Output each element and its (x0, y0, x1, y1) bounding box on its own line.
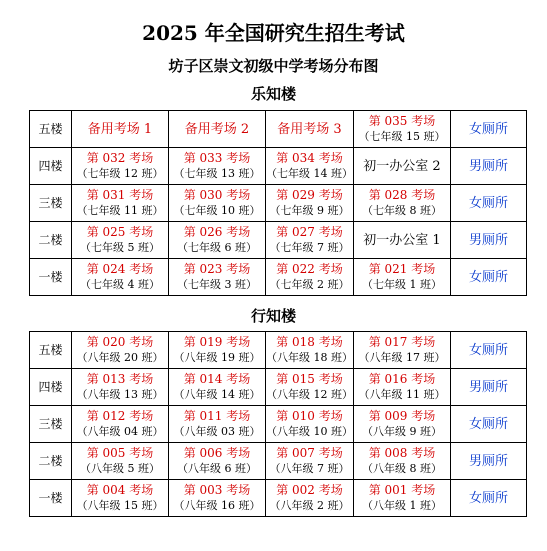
class-name: （八年级 20 班） (76, 351, 164, 364)
class-name: （八年级 14 班） (173, 388, 261, 401)
class-name: （七年级 13 班） (173, 167, 261, 180)
building-name-lezhi: 乐知楼 (250, 85, 296, 103)
exam-room-cell (354, 480, 451, 517)
exam-room-number: 第 003 考场 (183, 483, 251, 497)
exam-room-number: 第 024 考场 (86, 262, 154, 276)
floor-label: 一楼 (30, 480, 72, 517)
class-name: （七年级 10 班） (173, 204, 261, 217)
class-name: （八年级 04 班） (76, 425, 164, 438)
office-cell (354, 222, 451, 259)
exam-room-number: 第 023 考场 (183, 262, 251, 276)
exam-room-cell (266, 406, 354, 443)
exam-room-cell (354, 185, 451, 222)
restroom-cell (451, 259, 527, 296)
exam-room-number: 第 035 考场 (368, 114, 436, 128)
exam-room-cell (72, 406, 169, 443)
class-name: （八年级 16 班） (173, 499, 261, 512)
class-name: （八年级 18 班） (266, 351, 353, 364)
exam-room-cell (266, 222, 354, 259)
floor-label: 一楼 (30, 259, 72, 296)
floor-row (30, 111, 527, 148)
exam-room-number: 第 012 考场 (86, 409, 154, 423)
exam-room-number: 第 028 考场 (368, 188, 436, 202)
exam-room-cell (266, 332, 354, 369)
spare-room-cell (169, 111, 266, 148)
exam-room-number: 第 002 考场 (276, 483, 343, 497)
exam-room-number: 第 029 考场 (276, 188, 343, 202)
class-name: （七年级 11 班） (76, 204, 164, 217)
exam-room-number: 第 017 考场 (368, 335, 436, 349)
floor-row (30, 406, 527, 443)
exam-room-number: 第 005 考场 (86, 446, 154, 460)
class-name: （八年级 9 班） (362, 425, 442, 438)
class-name: （八年级 8 班） (362, 462, 442, 475)
restroom-cell (451, 443, 527, 480)
restroom-cell (451, 369, 527, 406)
exam-room-cell (266, 443, 354, 480)
exam-room-number: 第 021 考场 (368, 262, 436, 276)
exam-room-number: 第 008 考场 (368, 446, 436, 460)
restroom-cell (451, 148, 527, 185)
exam-room-number: 第 011 考场 (183, 409, 251, 423)
exam-room-number: 第 027 考场 (276, 225, 343, 239)
xingzhi-floor-table (29, 331, 527, 517)
exam-room-number: 第 019 考场 (183, 335, 251, 349)
exam-room-number: 第 026 考场 (183, 225, 251, 239)
class-name: （八年级 10 班） (266, 425, 353, 438)
floor-row (30, 332, 527, 369)
exam-room-number: 第 009 考场 (368, 409, 436, 423)
floor-label: 二楼 (30, 443, 72, 480)
class-name: （七年级 12 班） (76, 167, 164, 180)
exam-room-cell (72, 443, 169, 480)
restroom-label: 男厕所 (468, 453, 508, 469)
exam-room-cell (72, 332, 169, 369)
restroom-label: 男厕所 (468, 379, 508, 395)
class-name: （八年级 03 班） (173, 425, 261, 438)
office-label: 初一办公室 2 (363, 158, 441, 174)
class-name: （七年级 2 班） (269, 278, 350, 291)
class-name: （八年级 7 班） (269, 462, 350, 475)
exam-room-cell (354, 111, 451, 148)
floor-label: 五楼 (30, 332, 72, 369)
class-name: （八年级 12 班） (266, 388, 353, 401)
restroom-label: 女厕所 (468, 416, 508, 432)
restroom-label: 女厕所 (468, 121, 508, 137)
exam-room-cell (72, 369, 169, 406)
class-name: （八年级 17 班） (358, 351, 446, 364)
floor-label: 三楼 (30, 406, 72, 443)
spare-room-label: 备用考场 2 (184, 121, 250, 137)
floor-row (30, 369, 527, 406)
class-name: （八年级 15 班） (76, 499, 164, 512)
restroom-cell (451, 111, 527, 148)
restroom-label: 男厕所 (468, 232, 508, 248)
exam-room-cell (72, 148, 169, 185)
exam-room-cell (72, 480, 169, 517)
class-name: （八年级 6 班） (177, 462, 257, 475)
exam-room-cell (354, 443, 451, 480)
exam-room-number: 第 032 考场 (86, 151, 154, 165)
class-name: （八年级 1 班） (362, 499, 442, 512)
office-cell (354, 148, 451, 185)
floor-row (30, 480, 527, 517)
exam-room-cell (169, 406, 266, 443)
page-title: 2025 年全国研究生招生考试 (142, 21, 405, 45)
exam-room-number: 第 018 考场 (276, 335, 343, 349)
exam-room-cell (354, 406, 451, 443)
lezhi-floor-table (29, 110, 527, 296)
class-name: （八年级 11 班） (358, 388, 446, 401)
exam-room-cell (266, 369, 354, 406)
restroom-cell (451, 222, 527, 259)
restroom-cell (451, 406, 527, 443)
exam-room-cell (169, 148, 266, 185)
exam-room-number: 第 007 考场 (276, 446, 343, 460)
floor-row (30, 222, 527, 259)
exam-room-number: 第 013 考场 (86, 372, 154, 386)
exam-room-cell (266, 480, 354, 517)
class-name: （七年级 7 班） (269, 241, 350, 254)
exam-room-number: 第 025 考场 (86, 225, 154, 239)
exam-room-cell (72, 185, 169, 222)
floor-row (30, 148, 527, 185)
exam-room-cell (169, 369, 266, 406)
class-name: （七年级 15 班） (358, 130, 446, 143)
exam-room-cell (169, 185, 266, 222)
restroom-label: 女厕所 (468, 269, 508, 285)
floor-row (30, 443, 527, 480)
floor-label: 五楼 (30, 111, 72, 148)
restroom-cell (451, 185, 527, 222)
exam-room-number: 第 033 考场 (183, 151, 251, 165)
exam-room-cell (72, 222, 169, 259)
class-name: （七年级 9 班） (269, 204, 350, 217)
exam-room-number: 第 030 考场 (183, 188, 251, 202)
spare-room-cell (72, 111, 169, 148)
exam-room-cell (169, 222, 266, 259)
exam-room-number: 第 010 考场 (276, 409, 343, 423)
class-name: （八年级 19 班） (173, 351, 261, 364)
exam-room-cell (266, 148, 354, 185)
exam-room-cell (169, 332, 266, 369)
class-name: （八年级 13 班） (76, 388, 164, 401)
exam-room-number: 第 001 考场 (368, 483, 436, 497)
exam-room-cell (72, 259, 169, 296)
exam-room-number: 第 006 考场 (183, 446, 251, 460)
class-name: （七年级 14 班） (266, 167, 353, 180)
exam-room-cell (266, 185, 354, 222)
restroom-label: 女厕所 (468, 195, 508, 211)
exam-room-cell (266, 259, 354, 296)
exam-room-cell (169, 480, 266, 517)
class-name: （七年级 3 班） (177, 278, 257, 291)
floor-label: 四楼 (30, 148, 72, 185)
exam-room-cell (169, 443, 266, 480)
exam-room-cell (354, 259, 451, 296)
restroom-label: 男厕所 (468, 158, 508, 174)
building-name-xingzhi: 行知楼 (250, 307, 296, 325)
exam-room-number: 第 020 考场 (86, 335, 154, 349)
restroom-label: 女厕所 (468, 490, 508, 506)
exam-room-number: 第 034 考场 (276, 151, 343, 165)
floor-label: 四楼 (30, 369, 72, 406)
spare-room-cell (266, 111, 354, 148)
exam-room-number: 第 014 考场 (183, 372, 251, 386)
spare-room-label: 备用考场 1 (87, 121, 153, 137)
exam-room-number: 第 016 考场 (368, 372, 436, 386)
restroom-cell (451, 480, 527, 517)
page-subtitle: 坊子区崇文初级中学考场分布图 (168, 57, 379, 75)
exam-room-number: 第 015 考场 (276, 372, 343, 386)
restroom-label: 女厕所 (468, 342, 508, 358)
exam-room-number: 第 031 考场 (86, 188, 154, 202)
class-name: （八年级 2 班） (269, 499, 350, 512)
exam-room-number: 第 004 考场 (86, 483, 154, 497)
exam-room-cell (354, 332, 451, 369)
floor-label: 三楼 (30, 185, 72, 222)
exam-room-cell (354, 369, 451, 406)
class-name: （七年级 8 班） (362, 204, 442, 217)
class-name: （七年级 5 班） (80, 241, 160, 254)
spare-room-label: 备用考场 3 (277, 121, 342, 137)
class-name: （七年级 4 班） (80, 278, 160, 291)
class-name: （七年级 1 班） (362, 278, 442, 291)
floor-label: 二楼 (30, 222, 72, 259)
office-label: 初一办公室 1 (363, 232, 441, 248)
floor-row (30, 259, 527, 296)
class-name: （七年级 6 班） (177, 241, 257, 254)
class-name: （八年级 5 班） (80, 462, 160, 475)
exam-room-number: 第 022 考场 (276, 262, 343, 276)
floor-row (30, 185, 527, 222)
exam-room-cell (169, 259, 266, 296)
restroom-cell (451, 332, 527, 369)
